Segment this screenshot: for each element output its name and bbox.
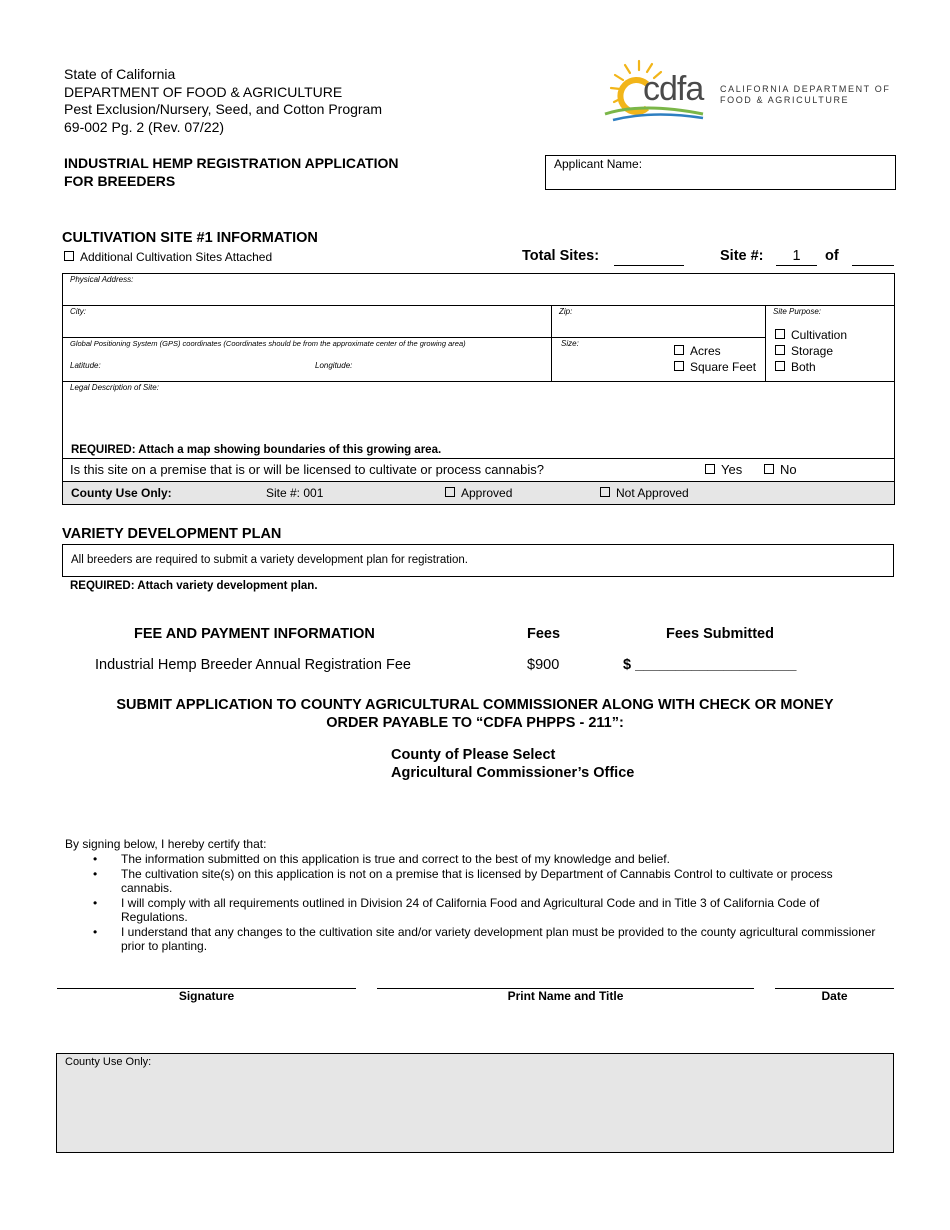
latitude-label: Latitude: bbox=[70, 361, 101, 370]
commissioner-office: Agricultural Commissioner’s Office bbox=[391, 765, 635, 781]
fee-row-amount: $900 bbox=[527, 657, 560, 673]
checkbox-icon bbox=[705, 464, 715, 474]
print-name-label: Print Name and Title bbox=[507, 989, 624, 1003]
purpose-storage-checkbox[interactable]: Storage bbox=[775, 344, 833, 358]
checkbox-icon bbox=[674, 345, 684, 355]
zip-field[interactable] bbox=[552, 318, 764, 336]
zip-label: Zip: bbox=[559, 307, 573, 316]
header-line-form-number: 69-002 Pg. 2 (Rev. 07/22) bbox=[64, 118, 225, 135]
purpose-both-checkbox[interactable]: Both bbox=[775, 360, 816, 374]
applicant-name-label: Applicant Name: bbox=[554, 157, 643, 171]
cannabis-no-checkbox[interactable]: No bbox=[764, 462, 797, 477]
variety-heading: VARIETY DEVELOPMENT PLAN bbox=[62, 526, 282, 542]
form-title-line1: INDUSTRIAL HEMP REGISTRATION APPLICATION bbox=[64, 155, 399, 171]
longitude-field[interactable] bbox=[362, 358, 547, 378]
header-line-department: DEPARTMENT OF FOOD & AGRICULTURE bbox=[64, 83, 343, 100]
certify-item: • I will comply with all requirements outlined in Division 24 of California Food and Agricultural Code and in Title 3 of California Code of Regulations. bbox=[65, 896, 885, 925]
physical-address-label: Physical Address: bbox=[70, 275, 134, 284]
agency-header bbox=[64, 66, 382, 136]
approved-checkbox[interactable]: Approved bbox=[445, 486, 512, 500]
submit-instructions bbox=[40, 696, 910, 732]
cdfa-logo bbox=[603, 58, 903, 124]
additional-sites-checkbox[interactable] bbox=[64, 250, 272, 264]
physical-address-field[interactable] bbox=[63, 286, 894, 304]
checkbox-icon bbox=[775, 345, 785, 355]
fees-submitted-heading: Fees Submitted bbox=[666, 626, 774, 642]
certify-item: • The cultivation site(s) on this application is not on a premise that is licensed by Department of Cannabis Control to cultivate or process cannabis. bbox=[65, 867, 885, 896]
site-number-field[interactable]: 1 bbox=[776, 248, 817, 266]
certify-item: • I understand that any changes to the cultivation site and/or variety development plan must be provided to the county agricultural commissioner prior to planting. bbox=[65, 925, 885, 954]
purpose-cultivation-checkbox[interactable]: Cultivation bbox=[775, 328, 847, 342]
site-of-field[interactable] bbox=[852, 265, 894, 266]
site-of-label: of bbox=[825, 248, 839, 264]
total-sites-field[interactable] bbox=[614, 265, 684, 266]
total-sites-label: Total Sites: bbox=[522, 248, 600, 264]
additional-sites-label: Additional Cultivation Sites Attached bbox=[80, 250, 273, 264]
legal-description-field[interactable] bbox=[63, 394, 894, 438]
fees-column-heading: Fees bbox=[527, 626, 561, 642]
city-field[interactable] bbox=[63, 318, 550, 336]
certify-item: • The information submitted on this application is true and correct to the best of my knowledge and belief. bbox=[65, 852, 885, 867]
size-sqft-checkbox[interactable]: Square Feet bbox=[674, 360, 756, 374]
site-section-heading: CULTIVATION SITE #1 INFORMATION bbox=[62, 230, 318, 246]
size-label: Size: bbox=[561, 339, 579, 348]
site-purpose-label: Site Purpose: bbox=[773, 307, 822, 316]
fee-submitted-field[interactable]: $ ____________________ bbox=[623, 657, 797, 673]
county-office bbox=[391, 746, 634, 782]
logo-dept-line2: FOOD & AGRICULTURE bbox=[720, 95, 850, 105]
checkbox-icon bbox=[445, 487, 455, 497]
latitude-field[interactable] bbox=[110, 358, 300, 378]
county-select[interactable]: County of Please Select bbox=[391, 747, 556, 763]
logo-wordmark: cdfa bbox=[643, 70, 704, 108]
checkbox-icon bbox=[775, 329, 785, 339]
not-approved-checkbox[interactable]: Not Approved bbox=[600, 486, 689, 500]
map-required-note: REQUIRED: Attach a map showing boundaries of this growing area. bbox=[71, 444, 442, 456]
variety-text: All breeders are required to submit a variety development plan for registration. bbox=[71, 554, 468, 566]
county-use-box[interactable] bbox=[56, 1053, 894, 1153]
cannabis-question: Is this site on a premise that is or will be licensed to cultivate or process cannabis? bbox=[70, 462, 545, 477]
longitude-label: Longitude: bbox=[315, 361, 353, 370]
gps-label: Global Positioning System (GPS) coordinates (Coordinates should be from the approximate center of the growing area) bbox=[70, 339, 466, 348]
checkbox-icon bbox=[775, 361, 785, 371]
cannabis-yes-checkbox[interactable]: Yes bbox=[705, 462, 742, 477]
county-site-number: Site #: 001 bbox=[266, 486, 324, 500]
checkbox-icon bbox=[674, 361, 684, 371]
date-label: Date bbox=[821, 989, 848, 1003]
form-title bbox=[64, 154, 398, 190]
size-field[interactable] bbox=[580, 346, 670, 376]
variety-required-note: REQUIRED: Attach variety development plan. bbox=[70, 580, 318, 592]
county-use-box-label: County Use Only: bbox=[65, 1056, 152, 1068]
applicant-name-field[interactable] bbox=[545, 155, 896, 190]
form-title-line2: FOR BREEDERS bbox=[64, 173, 176, 189]
size-acres-checkbox[interactable]: Acres bbox=[674, 344, 721, 358]
header-line-program: Pest Exclusion/Nursery, Seed, and Cotton Program bbox=[64, 101, 383, 117]
submit-line2: ORDER PAYABLE TO “CDFA PHPPS - 211”: bbox=[326, 715, 624, 731]
variety-box bbox=[62, 544, 894, 577]
logo-dept-line1: CALIFORNIA DEPARTMENT OF bbox=[720, 84, 891, 94]
checkbox-icon bbox=[764, 464, 774, 474]
certify-intro: By signing below, I hereby certify that: bbox=[65, 837, 267, 851]
county-use-label: County Use Only: bbox=[71, 486, 172, 500]
header-line-state: State of California bbox=[64, 66, 176, 82]
checkbox-icon bbox=[600, 487, 610, 497]
signature-label: Signature bbox=[178, 989, 235, 1003]
legal-description-label: Legal Description of Site: bbox=[70, 383, 159, 392]
submit-line1: SUBMIT APPLICATION TO COUNTY AGRICULTURAL COMMISSIONER ALONG WITH CHECK OR MONEY bbox=[116, 697, 834, 713]
fee-info-heading: FEE AND PAYMENT INFORMATION bbox=[134, 626, 375, 642]
fee-row-label: Industrial Hemp Breeder Annual Registration Fee bbox=[95, 657, 411, 673]
certify-list bbox=[65, 852, 885, 954]
city-label: City: bbox=[70, 307, 86, 316]
site-number-label: Site #: bbox=[720, 248, 764, 264]
checkbox-icon bbox=[64, 251, 74, 261]
